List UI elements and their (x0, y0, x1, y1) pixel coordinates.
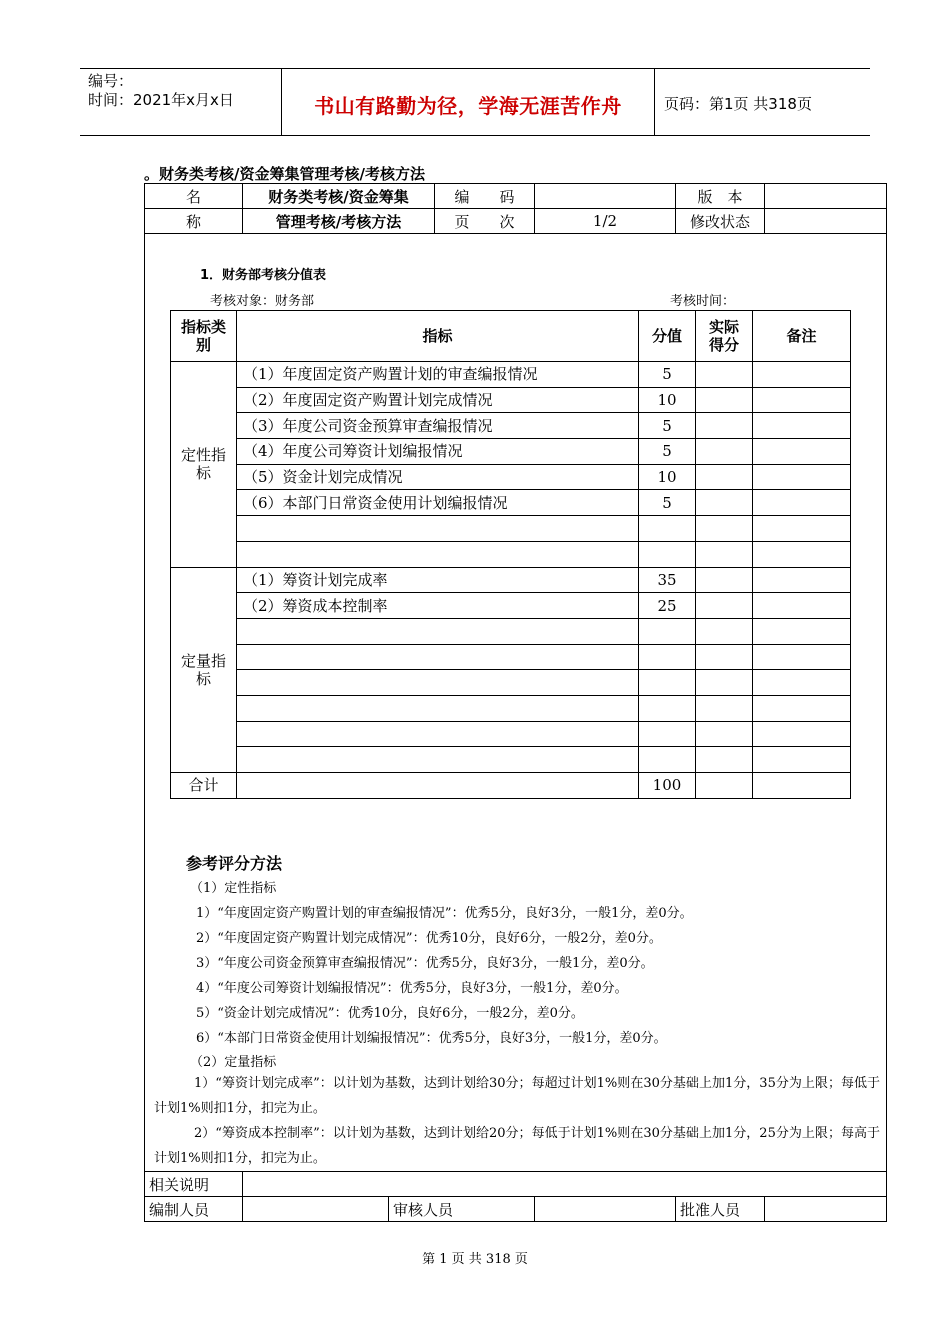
version-value (765, 184, 887, 209)
code-value (535, 184, 676, 209)
indicator-cell: （6）本部门日常资金使用计划编报情况 (237, 490, 639, 516)
header-bottom-rule (80, 135, 870, 136)
remark-cell (753, 695, 851, 721)
page-value: 1/2 (535, 209, 676, 234)
name-value: 财务类考核/资金筹集 (243, 184, 435, 209)
remark-cell (753, 413, 851, 439)
table-row (171, 439, 851, 465)
indicator-cell (237, 670, 639, 696)
doc-number-label: 编号： (88, 72, 134, 90)
quantitative-heading: （2）定量指标 (190, 1055, 277, 1070)
actual-score-cell (696, 644, 753, 670)
name-label: 称 (145, 209, 243, 234)
quantitative-item: 2）“筹资成本控制率”：以计划为基数，达到计划给20分；每低于计划1%则在30分基础上加1分，25分为上限；每高于计划1%则扣1分，扣完为止。 (154, 1126, 880, 1166)
quantitative-category: 定量指标 (171, 567, 237, 773)
qualitative-item: 3）“年度公司资金预算审查编报情况”：优秀5分，良好3分，一般1分，差0分。 (196, 956, 654, 971)
indicator-cell: （4）年度公司筹资计划编报情况 (237, 439, 639, 465)
actual-score-cell (696, 747, 753, 773)
qualitative-heading: （1）定性指标 (190, 881, 277, 896)
actual-score-cell (696, 464, 753, 490)
total-score: 100 (639, 773, 696, 799)
related-label: 相关说明 (145, 1172, 243, 1197)
score-cell (639, 721, 696, 747)
score-cell: 10 (639, 387, 696, 413)
header-category: 指标类别 (171, 311, 237, 362)
indicator-cell (237, 541, 639, 567)
section-title: 1．财务部考核分值表 (200, 268, 327, 283)
remark-cell (753, 541, 851, 567)
score-cell (639, 644, 696, 670)
remark-cell (753, 439, 851, 465)
table-row (171, 593, 851, 619)
remark-cell (753, 670, 851, 696)
qualitative-category: 定性指标 (171, 362, 237, 568)
remark-cell (753, 516, 851, 542)
score-cell (639, 747, 696, 773)
remark-cell (753, 387, 851, 413)
status-label: 修改状态 (676, 209, 765, 234)
table-row (171, 567, 851, 593)
assess-target: 考核对象：财务部 (210, 294, 315, 309)
table-row (171, 387, 851, 413)
score-table (170, 310, 851, 799)
indicator-cell (237, 721, 639, 747)
score-cell: 25 (639, 593, 696, 619)
document-title: 。财务类考核/资金筹集管理考核/考核方法 (144, 165, 425, 183)
header-actual: 实际得分 (696, 311, 753, 362)
remark-cell (753, 490, 851, 516)
header-score: 分值 (639, 311, 696, 362)
indicator-cell (237, 516, 639, 542)
editor-value (243, 1197, 389, 1222)
actual-score-cell (696, 362, 753, 388)
remark-cell (753, 593, 851, 619)
table-row (171, 516, 851, 542)
indicator-cell (237, 695, 639, 721)
reviewer-label: 审核人员 (389, 1197, 535, 1222)
actual-score-cell (696, 516, 753, 542)
total-actual (696, 773, 753, 799)
score-cell (639, 618, 696, 644)
header-top-rule (80, 68, 870, 69)
indicator-cell: （2）年度固定资产购置计划完成情况 (237, 387, 639, 413)
score-cell: 5 (639, 439, 696, 465)
table-row (171, 464, 851, 490)
method-title: 参考评分方法 (186, 854, 283, 873)
total-indicator (237, 773, 639, 799)
actual-score-cell (696, 541, 753, 567)
table-row (171, 721, 851, 747)
remark-cell (753, 567, 851, 593)
signature-table (144, 1171, 887, 1222)
assess-time: 考核时间： (670, 294, 736, 309)
actual-score-cell (696, 413, 753, 439)
page-footer: 第 1 页 共 318 页 (422, 1252, 528, 1267)
remark-cell (753, 721, 851, 747)
qualitative-item: 2）“年度固定资产购置计划完成情况”：优秀10分，良好6分，一般2分，差0分。 (196, 931, 662, 946)
qualitative-item: 5）“资金计划完成情况”：优秀10分，良好6分，一般2分，差0分。 (196, 1006, 584, 1021)
header-divider (654, 69, 655, 135)
header-remark: 备注 (753, 311, 851, 362)
indicator-cell (237, 644, 639, 670)
page-label: 页 次 (435, 209, 535, 234)
info-table (144, 183, 887, 234)
total-label: 合计 (171, 773, 237, 799)
header-indicator: 指标 (237, 311, 639, 362)
actual-score-cell (696, 490, 753, 516)
remark-cell (753, 618, 851, 644)
header-meta (88, 72, 234, 110)
indicator-cell: （5）资金计划完成情况 (237, 464, 639, 490)
approver-label: 批准人员 (676, 1197, 765, 1222)
table-row (171, 541, 851, 567)
actual-score-cell (696, 593, 753, 619)
score-cell: 5 (639, 362, 696, 388)
table-row (171, 644, 851, 670)
actual-score-cell (696, 721, 753, 747)
remark-cell (753, 747, 851, 773)
indicator-cell: （3）年度公司资金预算审查编报情况 (237, 413, 639, 439)
qualitative-item: 6）“本部门日常资金使用计划编报情况”：优秀5分，良好3分，一般1分，差0分。 (196, 1031, 667, 1046)
total-row (171, 773, 851, 799)
table-row (171, 695, 851, 721)
total-remark (753, 773, 851, 799)
table-row (171, 670, 851, 696)
related-value (243, 1172, 887, 1197)
remark-cell (753, 362, 851, 388)
name-label: 名 (145, 184, 243, 209)
table-row (171, 490, 851, 516)
score-cell (639, 516, 696, 542)
table-row (171, 747, 851, 773)
header-page-label: 页码：第1页 共318页 (664, 95, 812, 113)
score-cell (639, 695, 696, 721)
qualitative-item: 4）“年度公司筹资计划编报情况”：优秀5分，良好3分，一般1分，差0分。 (196, 981, 628, 996)
score-cell: 10 (639, 464, 696, 490)
table-row (171, 413, 851, 439)
status-value (765, 209, 887, 234)
actual-score-cell (696, 439, 753, 465)
indicator-cell: （1）年度固定资产购置计划的审查编报情况 (237, 362, 639, 388)
remark-cell (753, 464, 851, 490)
actual-score-cell (696, 387, 753, 413)
editor-label: 编制人员 (145, 1197, 243, 1222)
name-value: 管理考核/考核方法 (243, 209, 435, 234)
approver-value (765, 1197, 887, 1222)
score-cell: 35 (639, 567, 696, 593)
indicator-cell (237, 747, 639, 773)
actual-score-cell (696, 695, 753, 721)
header-motto: 书山有路勤为径，学海无涯苦作舟 (314, 94, 622, 118)
indicator-cell: （1）筹资计划完成率 (237, 567, 639, 593)
actual-score-cell (696, 567, 753, 593)
quantitative-item: 1）“筹资计划完成率”：以计划为基数，达到计划给30分；每超过计划1%则在30分基础上加1分，35分为上限；每低于计划1%则扣1分，扣完为止。 (154, 1076, 880, 1116)
score-cell (639, 670, 696, 696)
actual-score-cell (696, 670, 753, 696)
table-row (171, 618, 851, 644)
table-row (171, 362, 851, 388)
reviewer-value (535, 1197, 676, 1222)
actual-score-cell (696, 618, 753, 644)
indicator-cell: （2）筹资成本控制率 (237, 593, 639, 619)
version-label: 版 本 (676, 184, 765, 209)
score-cell: 5 (639, 413, 696, 439)
code-label: 编 码 (435, 184, 535, 209)
score-cell (639, 541, 696, 567)
remark-cell (753, 644, 851, 670)
indicator-cell (237, 618, 639, 644)
qualitative-item: 1）“年度固定资产购置计划的审查编报情况”：优秀5分，良好3分，一般1分，差0分。 (196, 906, 693, 921)
score-cell: 5 (639, 490, 696, 516)
doc-time-label: 时间：2021年x月x日 (88, 91, 234, 109)
